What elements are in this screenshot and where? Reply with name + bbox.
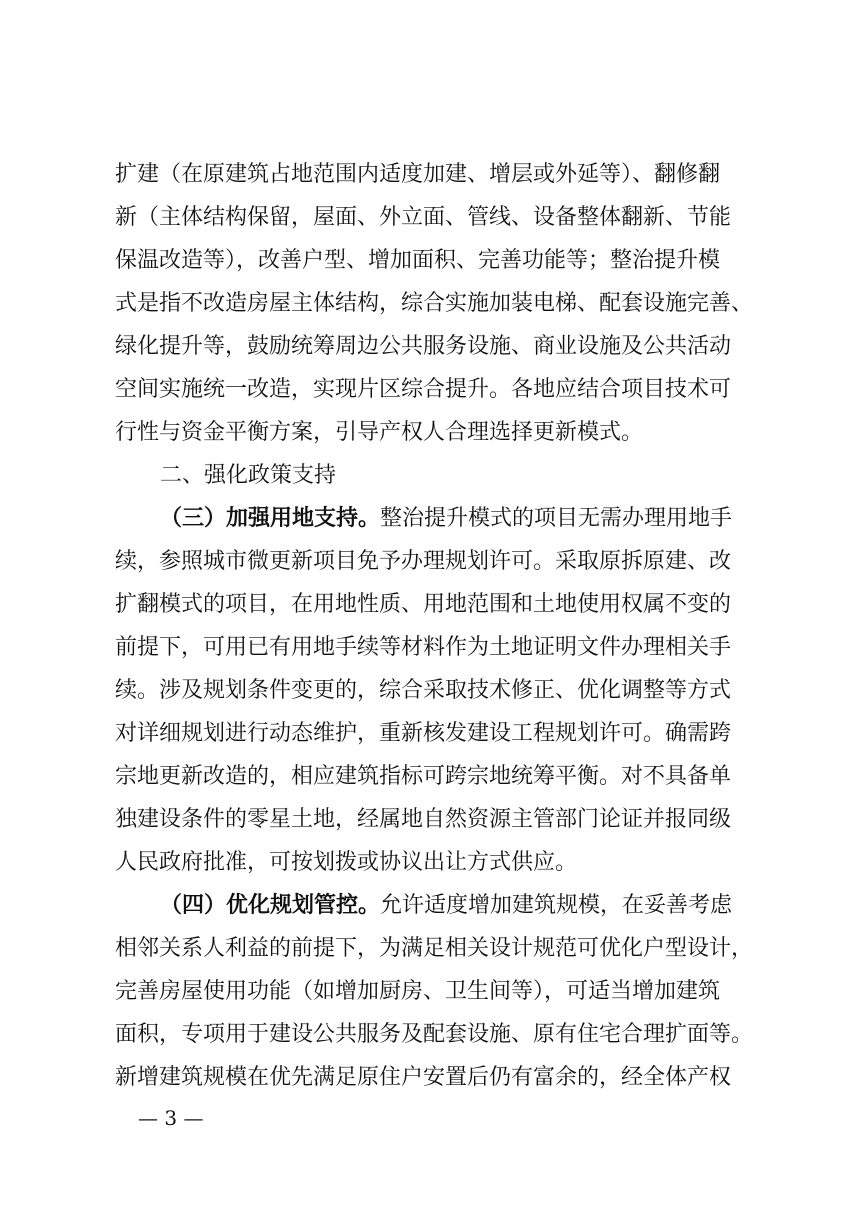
paragraph-line: 行性与资金平衡方案，引导产权人合理选择更新模式。 (115, 420, 644, 445)
item-3-first-line-text: 整治提升模式的项目无需办理用地手 (380, 506, 733, 531)
item-3-first-line (160, 499, 755, 539)
paragraph-line: 续。涉及规划条件变更的，综合采取技术修正、优化调整等方式 (115, 678, 732, 703)
paragraph-line: 扩翻模式的项目，在用地性质、用地范围和土地使用权属不变的 (115, 592, 732, 617)
paragraph-line: 前提下，可用已有用地手续等材料作为土地证明文件办理相关手 (115, 635, 732, 660)
item-4-first-line (160, 886, 755, 926)
paragraph-line: 新（主体结构保留，屋面、外立面、管线、设备整体翻新、节能 (115, 205, 732, 230)
paragraph-line: 绿化提升等，鼓励统筹周边公共服务设施、商业设施及公共活动 (115, 334, 732, 359)
paragraph-line: 空间实施统一改造，实现片区综合提升。各地应结合项目技术可 (115, 377, 732, 402)
paragraph-line: 保温改造等），改善户型、增加面积、完善功能等；整治提升模 (115, 248, 721, 273)
item-4-title: （四）优化规划管控。 (160, 893, 381, 918)
paragraph-line: 人民政府批准，可按划拨或协议出让方式供应。 (115, 850, 578, 875)
paragraph-line: 对详细规划进行动态维护，重新核发建设工程规划许可。确需跨 (115, 721, 732, 746)
page-number: — 3 — (138, 1106, 204, 1130)
item-3-title: （三）加强用地支持。 (160, 506, 381, 531)
item-4-first-line-text: 允许适度增加建筑规模，在妥善考虑 (380, 893, 733, 918)
paragraph-line: 新增建筑规模在优先满足原住户安置后仍有富余的，经全体产权 (115, 1065, 732, 1090)
section-heading: 二、强化政策支持 (160, 463, 337, 488)
paragraph-line: 宗地更新改造的，相应建筑指标可跨宗地统筹平衡。对不具备单 (115, 764, 732, 789)
paragraph-line: 完善房屋使用功能（如增加厨房、卫生间等），可适当增加建筑 (115, 979, 721, 1004)
paragraph-line: 扩建（在原建筑占地范围内适度加建、增层或外延等）、翻修翻 (115, 162, 721, 187)
paragraph-line: 面积，专项用于建设公共服务及配套设施、原有住宅合理扩面等。 (115, 1022, 754, 1047)
paragraph-line: 相邻关系人利益的前提下，为满足相关设计规范可优化户型设计， (115, 936, 754, 961)
paragraph-line: 续，参照城市微更新项目免予办理规划许可。采取原拆原建、改 (115, 549, 732, 574)
paragraph-line: 独建设条件的零星土地，经属地自然资源主管部门论证并报同级 (115, 807, 732, 832)
paragraph-line: 式是指不改造房屋主体结构，综合实施加装电梯、配套设施完善、 (115, 291, 754, 316)
